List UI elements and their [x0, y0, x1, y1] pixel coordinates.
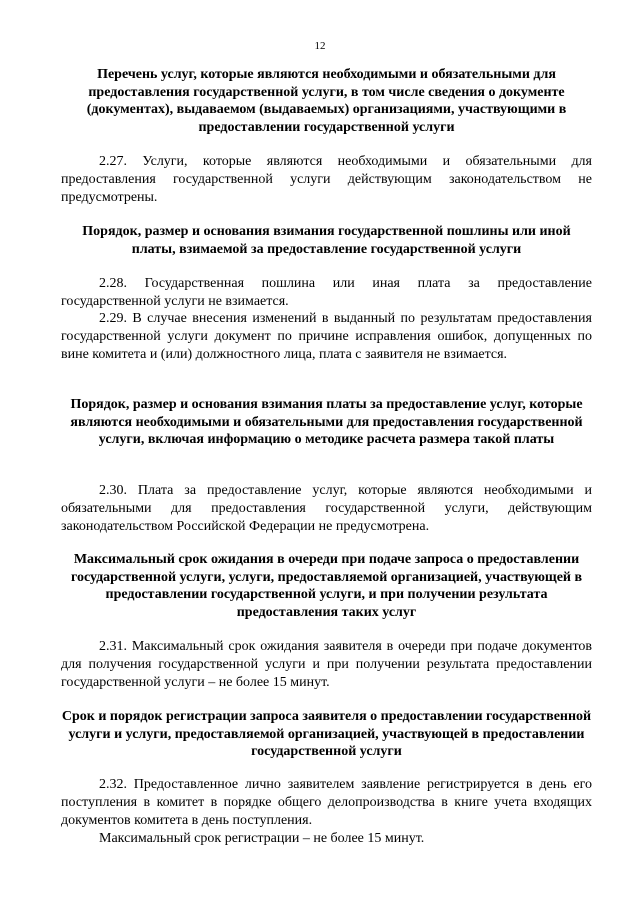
section-heading-services-list: Перечень услуг, которые являются необходимыми и обязательными для предоставления государственной услуги, в том числе сведения о документе (документах), выдаваемом (выдаваемых) организациями, участвующими в предоставлении государственной услуги — [86, 67, 567, 135]
paragraph-2-27: 2.27. Услуги, которые являются необходимыми и обязательными для предоставления государственной услуги действующим законодательством не предусмотрены. — [61, 154, 592, 205]
paragraph-2-29: 2.29. В случае внесения изменений в выданный по результатам предоставления государственной услуги документ по причине исправления ошибок, допущенных по вине комитета и (или) должностного лица, плата с заявителя не взимается. — [61, 311, 592, 362]
paragraph-2-32: 2.32. Предоставленное лично заявителем заявление регистрируется в день его поступления в комитет в порядке общего делопроизводства в книге учета входящих документов комитета в день поступления. — [61, 777, 592, 828]
paragraph-2-30: 2.30. Плата за предоставление услуг, которые являются необходимыми и обязательными для предоставления государственной услуги, действующим законодательством Российской Федерации не предусмотрена. — [61, 483, 592, 534]
paragraph-2-28: 2.28. Государственная пошлина или иная плата за предоставление государственной услуги не взимается. — [61, 276, 592, 309]
section-heading-state-fee: Порядок, размер и основания взимания государственной пошлины или иной платы, взимаемой за предоставление государственной услуги — [82, 224, 571, 257]
paragraph-max-registration-time: Максимальный срок регистрации – не более 15 минут. — [99, 831, 425, 846]
section-heading-registration: Срок и порядок регистрации запроса заявителя о предоставлении государственной услуги и услуги, предоставляемой организацией, участвующей в предоставлении государственной услуги — [61, 709, 592, 759]
paragraph-2-31: 2.31. Максимальный срок ожидания заявителя в очереди при подаче документов для получения государственной услуги и при получении результата предоставлении государственной услуги – не более 15 минут. — [61, 639, 592, 690]
section-heading-service-fees: Порядок, размер и основания взимания платы за предоставление услуг, которые являются необходимыми и обязательными для предоставления государственной услуги, включая информацию о методике расчета размера такой платы — [70, 397, 583, 447]
section-heading-queue-time: Максимальный срок ожидания в очереди при подаче запроса о предоставлении государственной услуги, услуги, предоставляемой организацией, участвующей в предоставлении государственной услуги, и при получении результата предоставления таких услуг — [70, 552, 583, 620]
page-number: 12 — [314, 40, 326, 52]
